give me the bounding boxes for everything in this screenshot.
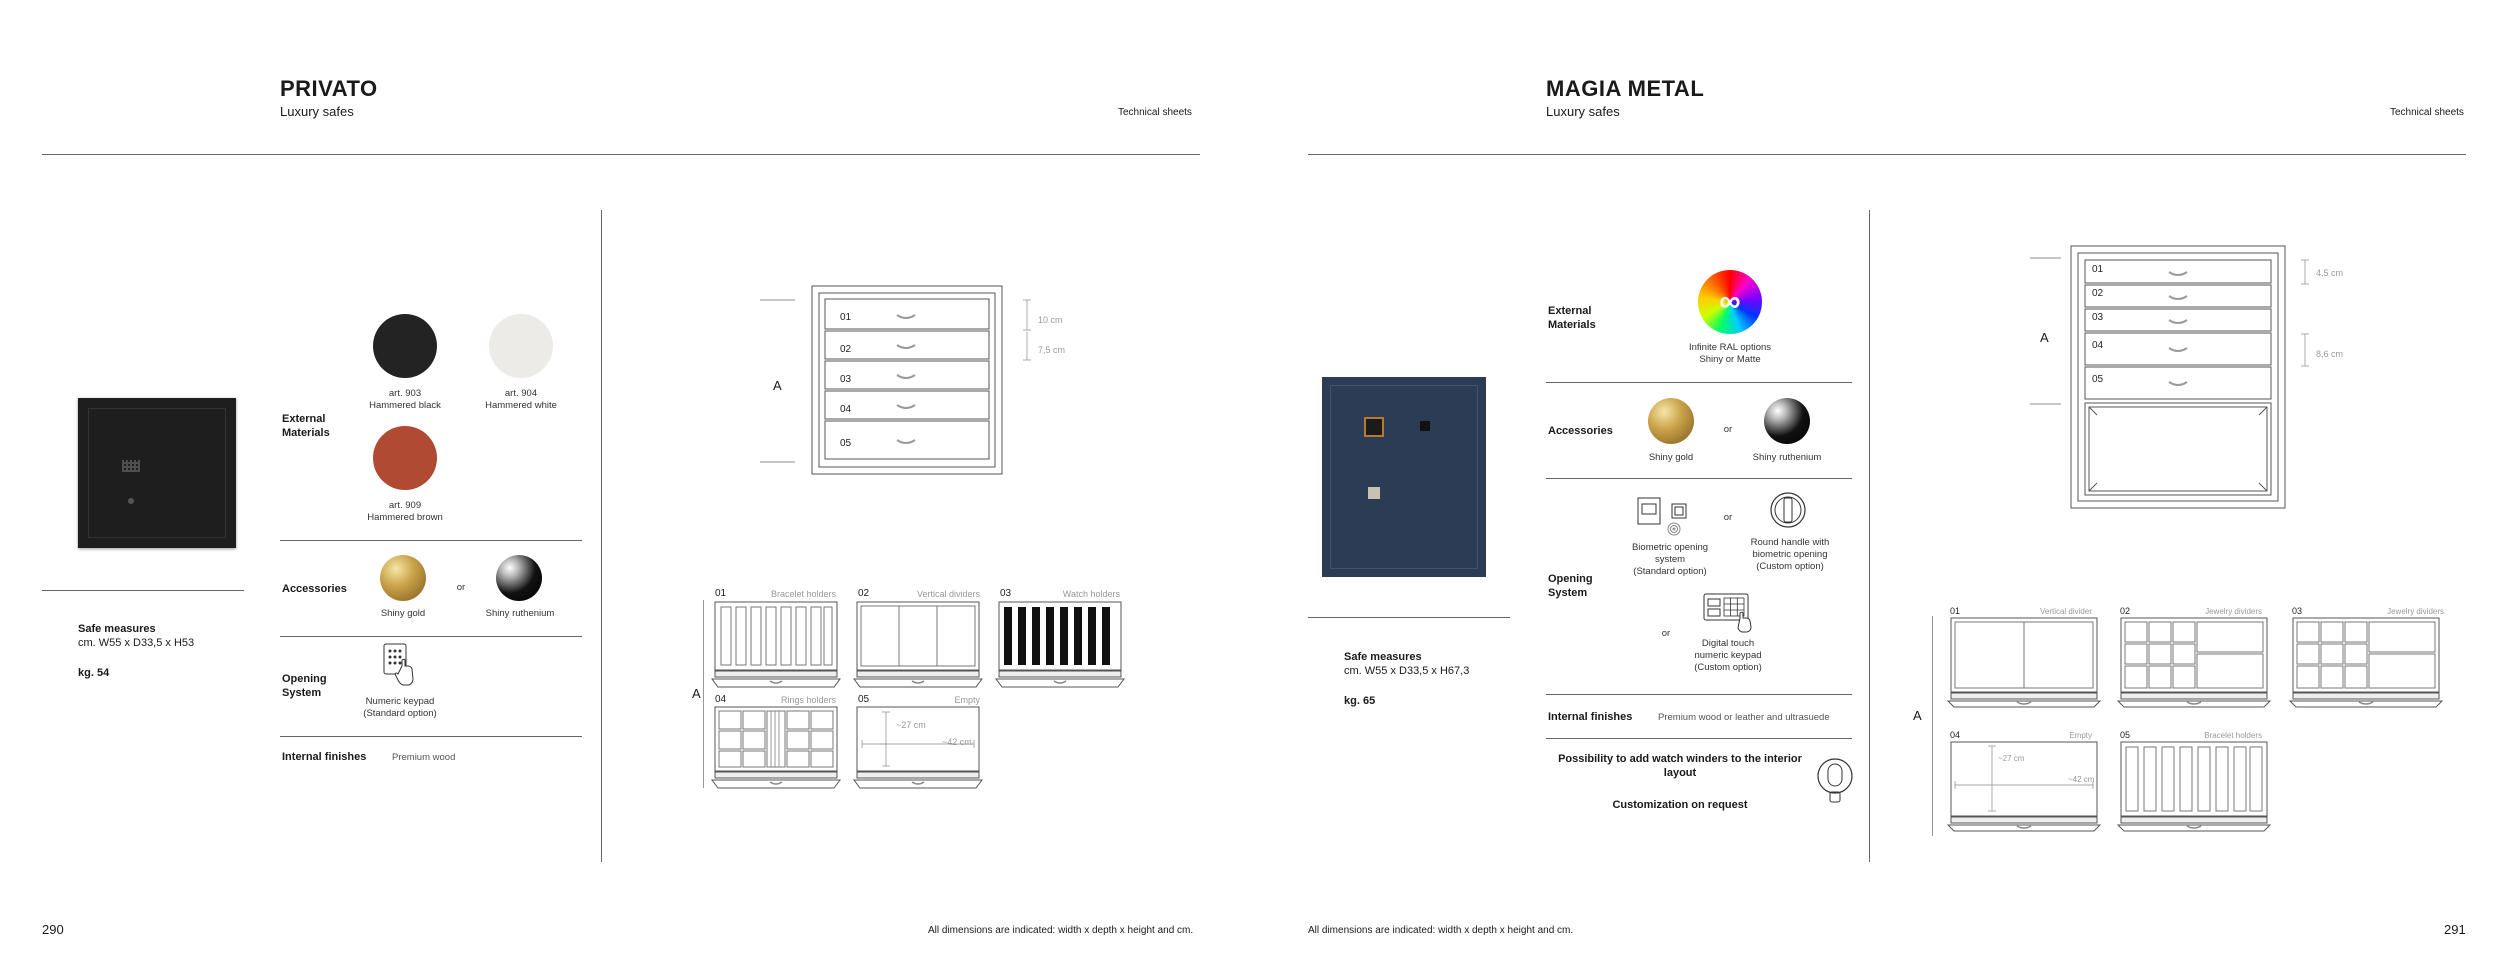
- dim-a-right: A: [2040, 330, 2049, 345]
- layout-02-name-left: Vertical dividers: [916, 589, 980, 599]
- dim-mid-left: 7,5 cm: [1038, 345, 1066, 355]
- external-materials-label-right: External Materials: [1548, 305, 1596, 331]
- drawer-num-03-right: 03: [2092, 312, 2104, 323]
- layout-03-num-left: 03: [1000, 588, 1012, 599]
- handle-detail: [1368, 487, 1380, 499]
- header-rule-left: [42, 154, 1200, 155]
- layout-02-name-right: Jewelry dividers: [2205, 607, 2262, 616]
- layout-dim-a-left: A: [692, 686, 701, 701]
- layout-01-name-right: Vertical divider: [2039, 607, 2092, 616]
- layout-dim-w-left: ~42 cm: [942, 737, 972, 747]
- watch-winders-label: Possibility to add watch winders to the interior layout: [1558, 753, 1802, 779]
- safe-measures-value-left: cm. W55 x D33,5 x H53: [78, 637, 195, 649]
- drawer-num-02-right: 02: [2092, 288, 2104, 299]
- page-number-left: 290: [42, 922, 64, 937]
- layout-01-num-right: 01: [1950, 606, 1961, 616]
- accessory-gold-knob: [380, 555, 426, 601]
- digital-keypad-icon: [1702, 592, 1758, 634]
- accessory-ruthenium-label-right: Shiny ruthenium: [1752, 452, 1822, 463]
- layout-01-bracelet-holders: [714, 601, 840, 691]
- header-right-right: Technical sheets: [2390, 107, 2464, 118]
- drawer-num-01-left: 01: [840, 312, 852, 323]
- dim-mid-right: 8,6 cm: [2316, 349, 2344, 359]
- material-art-brown: art. 909: [388, 500, 422, 511]
- layout-01-num-left: 01: [715, 588, 727, 599]
- material-art-black: art. 903: [388, 388, 422, 399]
- layout-dim-h-right: ~27 cm: [1998, 754, 2025, 763]
- drawer-num-01-right: 01: [2092, 264, 2104, 275]
- material-swatch-brown: [373, 426, 437, 490]
- safe-image-magia-metal: [1322, 377, 1486, 577]
- drawer-num-03-left: 03: [840, 374, 852, 385]
- accessory-gold-label: Shiny gold: [380, 608, 426, 619]
- footer-note-left: All dimensions are indicated: width x depth x height and cm.: [928, 925, 1194, 936]
- footer-note-right: All dimensions are indicated: width x depth x height and cm.: [1308, 925, 1574, 936]
- material-swatch-black: [373, 314, 437, 378]
- safe-measures-label-left: Safe measures: [78, 623, 156, 635]
- measures-rule-left: [42, 590, 244, 591]
- layout-04-name-right: Empty: [2069, 731, 2092, 740]
- internal-value-right: Premium wood or leather and ultrasuede: [1658, 712, 1830, 723]
- header-right-left: Technical sheets: [1118, 107, 1192, 118]
- layout-02-jewelry-dividers-right: [2120, 617, 2270, 707]
- layout-04-num-left: 04: [715, 694, 727, 705]
- divider-vertical-right: [1869, 210, 1870, 862]
- layout-03-jewelry-dividers-right: [2292, 617, 2442, 707]
- dim-a-left: A: [773, 378, 782, 393]
- opening-keypad-label: Numeric keypad (Standard option): [363, 696, 437, 719]
- material-swatch-white: [489, 314, 553, 378]
- layout-03-name-left: Watch holders: [1062, 589, 1120, 599]
- drawer-num-04-left: 04: [840, 404, 852, 415]
- or-opening-1: or: [1723, 512, 1733, 523]
- rule-internal-right: [1546, 738, 1852, 739]
- safe-measures-label-right: Safe measures: [1344, 651, 1422, 663]
- layout-02-num-right: 02: [2120, 606, 2131, 616]
- drawer-diagram-left: [755, 282, 1075, 482]
- rule-accessories-right: [1546, 478, 1852, 479]
- layout-05-name-right: Bracelet holders: [2204, 731, 2262, 740]
- header-rule-right: [1308, 154, 2466, 155]
- layout-04-name-left: Rings holders: [780, 695, 836, 705]
- accessories-label-right: Accessories: [1548, 425, 1613, 437]
- accessories-label-left: Accessories: [282, 583, 347, 595]
- layout-dim-w-right: ~42 cm: [2068, 775, 2095, 784]
- page-title-right: MAGIA METAL: [1546, 76, 1705, 101]
- drawer-num-05-left: 05: [840, 438, 852, 449]
- weight-right: kg. 65: [1344, 695, 1376, 707]
- rule-accessories-left: [280, 636, 582, 637]
- drawer-num-04-right: 04: [2092, 340, 2104, 351]
- infinity-icon: ∞: [1719, 285, 1741, 318]
- keypad-detail: [122, 460, 140, 472]
- opening-label-left: Opening System: [282, 673, 327, 699]
- opening-round-handle-label: Round handle with biometric opening (Custom option): [1750, 537, 1830, 572]
- ral-color-wheel: [1698, 270, 1762, 334]
- watch-winder-icon: [1815, 754, 1855, 806]
- internal-label-left: Internal finishes: [282, 751, 367, 763]
- layout-04-rings-holders: [714, 706, 840, 796]
- material-name-brown: Hammered brown: [367, 512, 443, 523]
- round-handle-icon: [1768, 490, 1808, 530]
- layout-01-vertical-divider-right: [1950, 617, 2100, 707]
- layout-05-bracelet-holders-right: [2120, 741, 2270, 831]
- opening-digital-keypad-label: Digital touch numeric keypad (Custom option): [1694, 638, 1762, 673]
- customization-label: Customization on request: [1612, 799, 1748, 811]
- layout-04-num-right: 04: [1950, 730, 1961, 740]
- rule-materials-right: [1546, 382, 1852, 383]
- layout-05-num-left: 05: [858, 694, 870, 705]
- rule-materials-left: [280, 540, 582, 541]
- drawer-num-05-right: 05: [2092, 374, 2104, 385]
- layout-02-vertical-dividers: [856, 601, 982, 691]
- weight-left: kg. 54: [78, 667, 110, 679]
- layout-03-name-right: Jewelry dividers: [2387, 607, 2444, 616]
- opening-biometric-label: Biometric opening system (Standard option): [1631, 542, 1709, 577]
- measures-rule-right: [1308, 617, 1510, 618]
- opening-label-right: Opening System: [1548, 573, 1593, 599]
- accessory-gold-label-right: Shiny gold: [1648, 452, 1694, 463]
- accessory-ruthenium-knob: [496, 555, 542, 601]
- biometric-reader: [1364, 417, 1384, 437]
- dim-top-left: 10 cm: [1038, 315, 1063, 325]
- layout-03-num-right: 03: [2292, 606, 2303, 616]
- internal-value-left: Premium wood: [392, 752, 456, 763]
- safe-measures-value-right: cm. W55 x D33,5 x H67,3: [1344, 665, 1470, 677]
- ral-caption: Infinite RAL options Shiny or Matte: [1688, 342, 1772, 365]
- accessory-ruthenium-label: Shiny ruthenium: [485, 608, 555, 619]
- material-name-black: Hammered black: [369, 400, 441, 411]
- page-subtitle-left: Luxury safes: [280, 104, 354, 119]
- drawer-diagram-right: [2025, 242, 2355, 512]
- internal-label-right: Internal finishes: [1548, 711, 1633, 723]
- drawer-num-02-left: 02: [840, 344, 852, 355]
- material-name-white: Hammered white: [485, 400, 557, 411]
- accessory-gold-knob-right: [1648, 398, 1694, 444]
- or-right: or: [1723, 424, 1733, 435]
- layout-01-name-left: Bracelet holders: [770, 589, 836, 599]
- rule-opening-left: [280, 736, 582, 737]
- layout-05-num-right: 05: [2120, 730, 2131, 740]
- layout-04-empty-right: [1950, 741, 2100, 831]
- biometric-fingerprint-icon: [1636, 496, 1700, 538]
- safe-image-privato: [78, 398, 236, 548]
- or-opening-2: or: [1661, 628, 1671, 639]
- divider-vertical-left: [601, 210, 602, 862]
- keypad-hand-icon: [380, 642, 420, 692]
- layout-02-num-left: 02: [858, 588, 870, 599]
- page-subtitle-right: Luxury safes: [1546, 104, 1620, 119]
- dim-top-right: 4,5 cm: [2316, 268, 2344, 278]
- layout-dim-h-left: ~27 cm: [896, 720, 926, 730]
- accessory-ruthenium-knob-right: [1764, 398, 1810, 444]
- page-number-right: 291: [2444, 922, 2466, 937]
- page-title-left: PRIVATO: [280, 76, 378, 101]
- layout-03-watch-holders: [998, 601, 1124, 691]
- or-left: or: [456, 582, 466, 593]
- material-art-white: art. 904: [504, 388, 538, 399]
- external-materials-label-left: External Materials: [282, 413, 330, 439]
- rule-opening-right: [1546, 694, 1852, 695]
- layout-dim-a-right: A: [1913, 708, 1922, 723]
- layout-05-name-left: Empty: [954, 695, 980, 705]
